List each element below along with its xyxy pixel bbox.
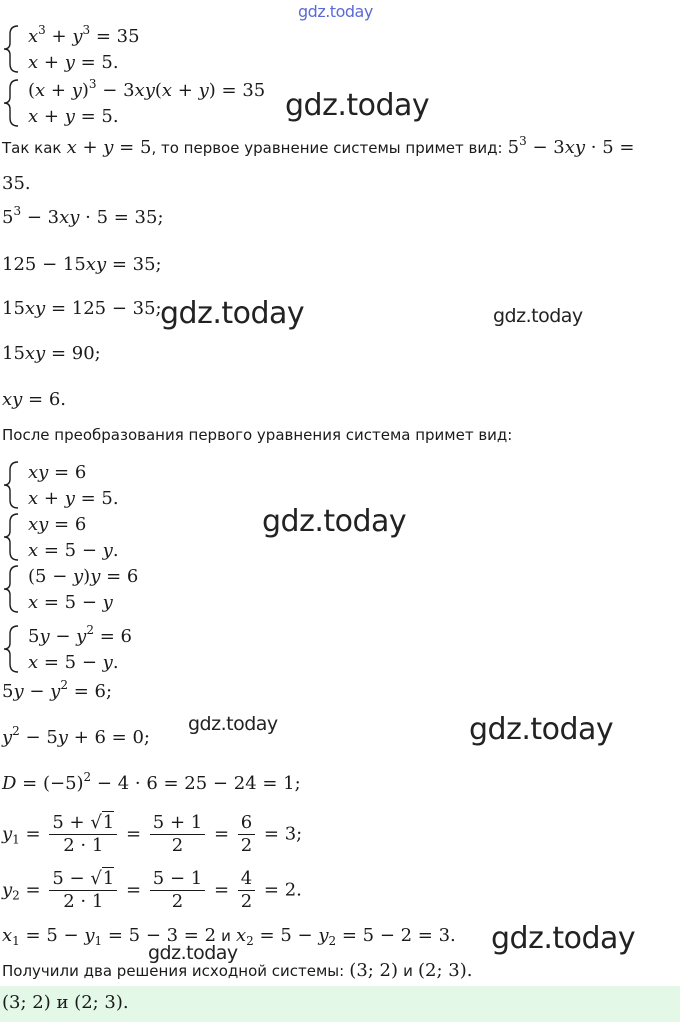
text: Получили два решения исходной системы: — [2, 962, 345, 980]
watermark: gdz.today — [160, 296, 305, 331]
answer-text: (3; 2) и (2; 3). — [2, 992, 129, 1013]
watermark-top: gdz.today — [298, 2, 373, 21]
equation: x = 5 − y. — [28, 652, 119, 673]
formula: $y^2 - 5y + 6 = 0$; — [2, 724, 150, 748]
paragraph: После преобразования первого уравнения система примет вид: — [2, 426, 513, 444]
formula: $D = (-5)^2 - 4 \cdot 6 = 25 - 24 = 1$; — [2, 770, 301, 794]
formula: $x_1 = 5 - y_1 = 5 - 3 = 2$ — [2, 925, 217, 948]
watermark: gdz.today — [148, 942, 238, 964]
formula-y2: $y_2$ = $\frac{5 - √1}{2 \cdot 1}$ = $\frac{5 - 1}{2}$ = $\frac{4}{2}$ = 2. — [2, 868, 302, 912]
text: Так как — [2, 139, 62, 157]
watermark: gdz.today — [493, 305, 583, 327]
watermark: gdz.today — [188, 713, 278, 735]
text: , то первое уравнение системы примет вид: — [151, 139, 503, 157]
formula: 15xy = 90; — [2, 343, 101, 364]
formula: $5^3 - 3xy \cdot 5$ = — [507, 134, 635, 158]
brace-icon — [2, 512, 22, 562]
equation: x = 5 − y — [28, 592, 113, 613]
equation: x + y = 5. — [28, 488, 119, 509]
since-line — [2, 134, 635, 158]
watermark: gdz.today — [285, 88, 430, 123]
equation: xy = 6 — [28, 462, 87, 483]
brace-icon — [2, 78, 22, 128]
formula: $5^3 - 3xy \cdot 5 = 35$; — [2, 204, 164, 228]
equation: (5 − y)y = 6 — [28, 566, 139, 587]
formula: 125 − 15xy = 35; — [2, 254, 162, 275]
formula: xy = 6. — [2, 389, 67, 410]
equation: x = 5 − y. — [28, 540, 119, 561]
brace-icon — [2, 564, 22, 614]
equation: $(x + y)^3 - 3xy(x + y) = 35$ — [28, 77, 266, 101]
formula: x + y = 5 — [66, 137, 152, 158]
x-values-line — [2, 925, 456, 946]
equation: x + y = 5. — [28, 52, 119, 73]
brace-icon — [2, 460, 22, 510]
formula: (3; 2) — [349, 960, 399, 981]
equation: $x^3 + y^3 = 35$ — [28, 23, 140, 47]
brace-icon — [2, 24, 22, 74]
equation: x + y = 5. — [28, 106, 119, 127]
solutions-line — [2, 960, 472, 981]
watermark: gdz.today — [491, 921, 636, 956]
equation: xy = 6 — [28, 514, 87, 535]
watermark: gdz.today — [469, 712, 614, 747]
formula: $x_2 = 5 - y_2 = 5 - 2 = 3$. — [236, 925, 456, 948]
formula-y1: $y_1$ = $\frac{5 + √1}{2 \cdot 1}$ = $\frac{5 + 1}{2}$ = $\frac{6}{2}$ = 3; — [2, 812, 303, 856]
formula: 15xy = 125 − 35; — [2, 298, 162, 319]
brace-icon — [2, 624, 22, 674]
answer-box — [0, 986, 680, 1022]
formula: 35. — [2, 173, 31, 194]
text: и — [403, 962, 413, 980]
watermark: gdz.today — [262, 504, 407, 539]
equation: $5y - y^2 = 6$ — [28, 623, 132, 647]
formula: $5y - y^2 = 6$; — [2, 678, 113, 702]
text: и — [221, 927, 231, 945]
formula: (2; 3). — [417, 960, 473, 981]
